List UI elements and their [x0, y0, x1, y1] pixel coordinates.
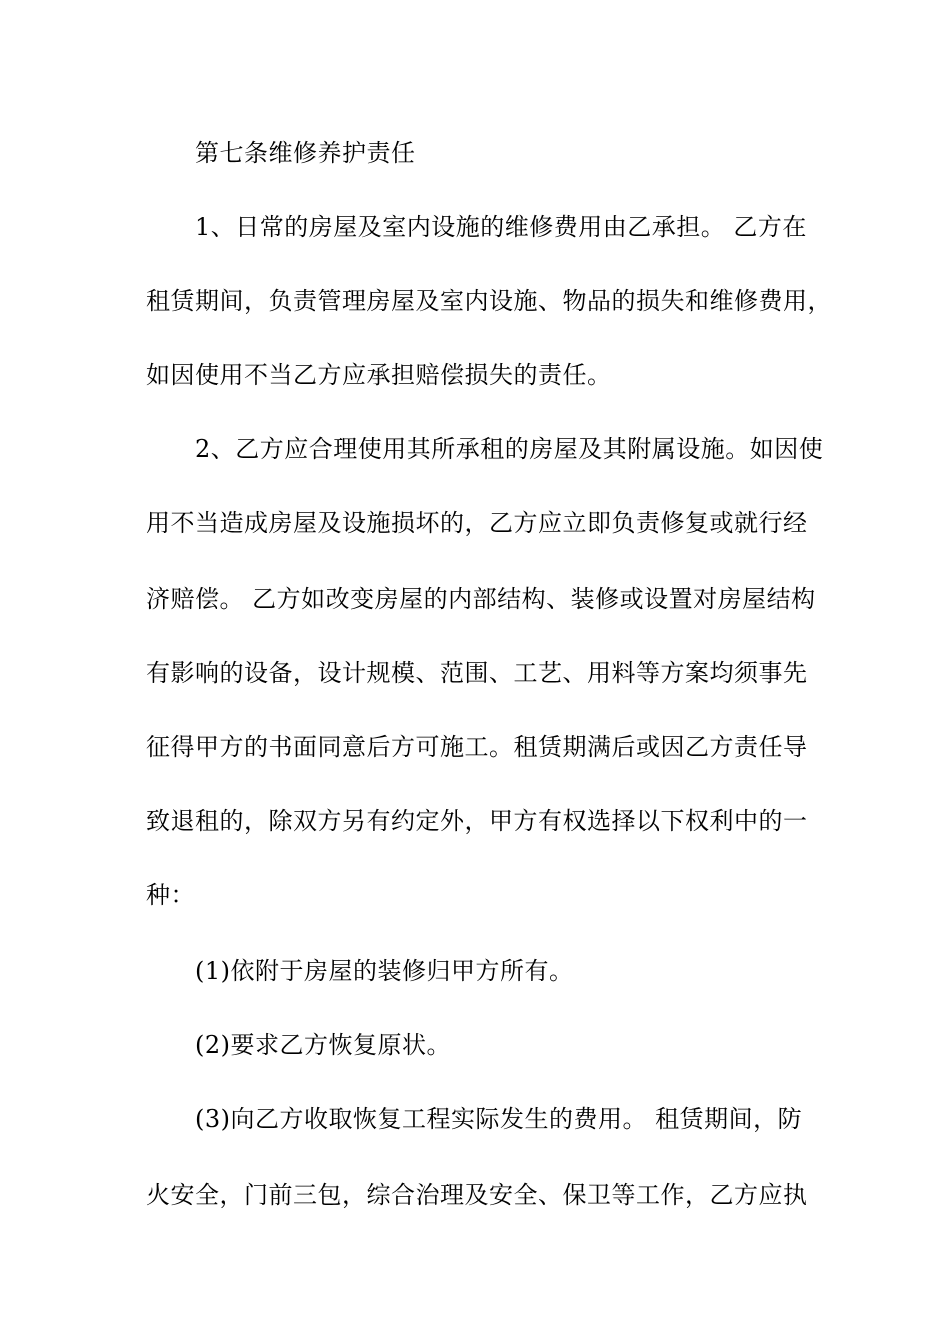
section-heading: 第七条维修养护责任: [195, 139, 416, 167]
paragraph-line: 如因使用不当乙方应承担赔偿损失的责任。: [146, 361, 612, 389]
paragraph-line: 济赔偿。 乙方如改变房屋的内部结构、装修或设置对房屋结构: [146, 585, 816, 613]
paragraph-line: 2、乙方应合理使用其所承租的房屋及其附属设施。如因使: [195, 435, 824, 463]
paragraph-line: 征得甲方的书面同意后方可施工。租赁期满后或因乙方责任导: [146, 733, 808, 761]
paragraph-line: 致退租的，除双方另有约定外，甲方有权选择以下权利中的一: [146, 807, 808, 835]
paragraph-line: 有影响的设备，设计规模、范围、工艺、用料等方案均须事先: [146, 659, 808, 687]
paragraph-line: 火安全，门前三包，综合治理及安全、保卫等工作，乙方应执: [146, 1181, 808, 1209]
list-item: (2)要求乙方恢复原状。: [195, 1031, 451, 1059]
paragraph-line: 种：: [146, 881, 195, 909]
paragraph-line: 1、日常的房屋及室内设施的维修费用由乙承担。 乙方在: [195, 213, 807, 241]
paragraph-line: 用不当造成房屋及设施损坏的，乙方应立即负责修复或就行经: [146, 509, 808, 537]
paragraph-line: 租赁期间，负责管理房屋及室内设施、物品的损失和维修费用，: [146, 287, 832, 315]
list-item: (3)向乙方收取恢复工程实际发生的费用。 租赁期间，防: [195, 1105, 803, 1133]
list-item: (1)依附于房屋的装修归甲方所有。: [195, 957, 574, 985]
